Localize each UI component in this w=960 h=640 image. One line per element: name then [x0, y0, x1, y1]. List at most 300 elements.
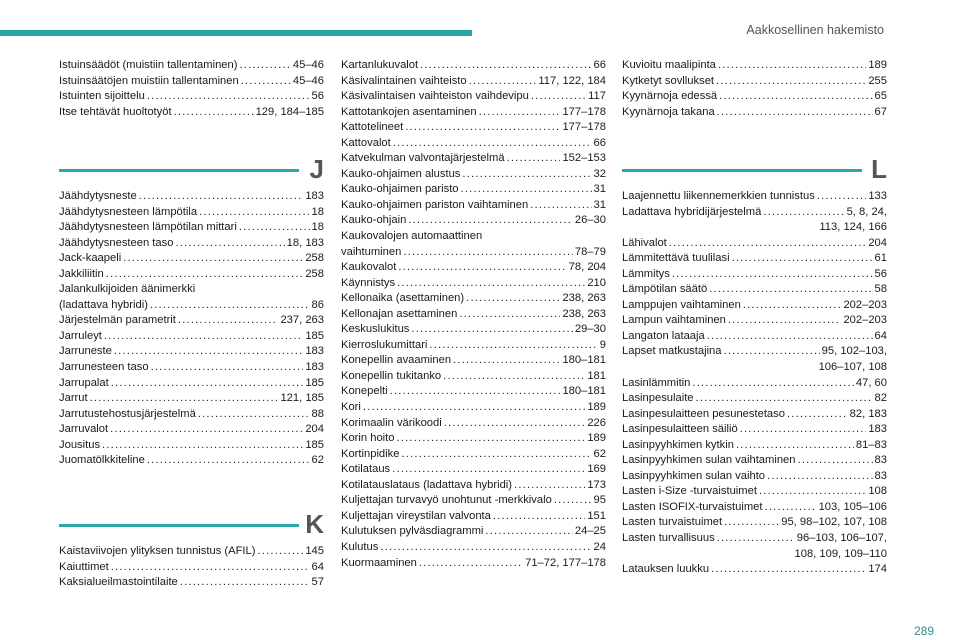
index-entry[interactable] [341, 524, 606, 540]
page-reference[interactable]: 18, 183 [286, 236, 324, 249]
index-entry[interactable] [622, 500, 887, 516]
index-entry-row [59, 267, 324, 283]
index-term: Jarrunesteen taso [59, 361, 149, 374]
index-entry-row [341, 384, 606, 400]
section-divider [59, 524, 299, 527]
index-entry-row [59, 220, 324, 236]
index-term: Kaistaviivojen ylityksen tunnistus (AFIL) [59, 545, 256, 557]
dot-leader [397, 431, 586, 447]
page-reference[interactable]: 174 [868, 563, 887, 576]
page-reference[interactable]: 185 [305, 438, 324, 451]
dot-leader [239, 58, 290, 74]
index-entry-row [341, 493, 606, 509]
index-term: Istuinsäätöjen muistiin tallentaminen [59, 74, 239, 87]
page-reference[interactable]: 117, 122, 184 [538, 74, 606, 87]
index-entry[interactable] [622, 267, 887, 283]
index-entry[interactable] [622, 251, 887, 267]
index-entry[interactable] [622, 422, 887, 438]
index-entry[interactable] [622, 344, 887, 375]
index-entry-row [59, 298, 324, 314]
page-reference[interactable]: 32 [593, 167, 606, 180]
dot-leader [692, 376, 853, 392]
page-reference[interactable]: 185 [305, 376, 324, 389]
page-reference[interactable]: 183 [868, 423, 887, 436]
dot-leader [718, 58, 866, 74]
index-entry[interactable] [622, 531, 887, 562]
index-entry[interactable] [622, 298, 887, 314]
dot-leader [767, 469, 873, 485]
index-entry[interactable] [622, 469, 887, 485]
page-reference-continued[interactable]: 113, 124, 166 [819, 221, 887, 234]
page-reference[interactable]: 67 [874, 105, 887, 118]
index-term: Kattotelineet [341, 121, 404, 134]
index-entry[interactable] [341, 322, 606, 338]
page-reference[interactable]: 238, 263 [562, 292, 606, 305]
page-reference[interactable]: 62 [311, 454, 324, 467]
index-entry-row [622, 189, 887, 205]
page-reference[interactable]: 82, 183 [849, 407, 887, 420]
page-reference[interactable]: 177–178 [562, 121, 606, 134]
index-entry[interactable] [341, 493, 606, 509]
dot-leader [696, 391, 873, 407]
index-entry[interactable] [341, 276, 606, 292]
index-entry[interactable] [622, 515, 887, 531]
index-term: Konepellin tukitanko [341, 369, 442, 382]
index-term: Käsivalintainen vaihteisto [341, 74, 467, 87]
index-entry[interactable] [59, 438, 324, 454]
index-entry-row [341, 524, 606, 540]
index-entry[interactable] [622, 205, 887, 236]
index-entry-row [59, 58, 324, 74]
index-entry[interactable] [341, 416, 606, 432]
index-term: Lasten turvallisuus [622, 532, 715, 545]
index-entry-row [622, 376, 887, 392]
index-entry[interactable] [622, 438, 887, 454]
index-entry[interactable] [341, 447, 606, 463]
index-entry-row [341, 167, 606, 183]
index-entry[interactable] [341, 369, 606, 385]
index-entry[interactable] [59, 205, 324, 221]
page-reference[interactable]: 26–30 [574, 214, 606, 227]
index-term: Kauko-ohjaimen pariston vaihtaminen [341, 198, 529, 211]
page-reference[interactable]: 45–46 [292, 59, 324, 71]
page-reference[interactable]: 181 [587, 369, 606, 382]
index-entry[interactable] [341, 462, 606, 478]
index-entry-row [341, 509, 606, 525]
index-entry[interactable] [59, 453, 324, 469]
page-reference[interactable]: 202–203 [843, 298, 887, 311]
page-reference[interactable]: 82 [874, 392, 887, 405]
page-reference[interactable]: 258 [305, 267, 324, 280]
page-reference[interactable]: 24–25 [574, 525, 606, 538]
page-reference-continued[interactable]: 106–107, 108 [818, 361, 887, 374]
index-entry-row [341, 120, 606, 136]
page-reference[interactable]: 152–153 [562, 152, 606, 165]
index-entry-row [59, 313, 324, 329]
index-term: Istuinten sijoittelu [59, 90, 145, 103]
index-term: Jäähdytysnesteen lämpötilan mittari [59, 221, 237, 234]
dot-leader [419, 556, 523, 572]
page-reference-continued[interactable]: 108, 109, 109–110 [794, 547, 887, 560]
dot-leader [530, 198, 591, 214]
page-reference[interactable]: 47, 60 [855, 376, 887, 389]
index-term: Kauko-ohjaimen alustus [341, 167, 461, 180]
dot-leader [514, 478, 585, 494]
index-entry[interactable] [341, 556, 606, 572]
page-reference[interactable]: 95 [593, 494, 606, 507]
index-term: Korimaalin värikoodi [341, 416, 442, 429]
index-term: Jarrutustehostusjärjestelmä [59, 407, 196, 420]
index-term: Jarruneste [59, 345, 112, 358]
index-entry[interactable] [59, 74, 324, 90]
index-term: Lähivalot [622, 236, 667, 249]
index-entry-row [622, 438, 887, 454]
index-entry-row [59, 438, 324, 454]
page-reference[interactable]: 95, 98–102, 107, 108 [781, 516, 887, 529]
dot-leader [743, 298, 842, 314]
dot-leader [405, 120, 560, 136]
page-reference[interactable]: 96–103, 106–107, [796, 532, 887, 545]
index-entry[interactable] [59, 251, 324, 267]
page-reference[interactable]: 71–72, 177–178 [525, 556, 606, 569]
page-reference[interactable]: 61 [874, 252, 887, 265]
index-entry[interactable] [341, 307, 606, 323]
page-reference[interactable]: 78–79 [574, 245, 606, 258]
index-entry[interactable] [622, 74, 887, 90]
dot-leader [114, 344, 303, 360]
dot-leader [180, 575, 310, 591]
page-reference[interactable]: 56 [311, 90, 324, 103]
index-entry[interactable] [59, 391, 324, 407]
index-entry-row [341, 416, 606, 432]
index-term: Lasinpesulaite [622, 392, 694, 405]
index-term: (ladattava hybridi) [59, 298, 148, 311]
index-entry[interactable] [622, 376, 887, 392]
section-header-j [59, 150, 324, 190]
index-entry-row [622, 531, 887, 547]
page-reference[interactable]: 258 [305, 252, 324, 265]
dot-leader [393, 136, 592, 152]
index-term: Kotilatauslataus (ladattava hybridi) [341, 478, 513, 491]
index-entry[interactable] [59, 236, 324, 252]
index-entry[interactable] [341, 540, 606, 556]
page-reference[interactable]: 78, 204 [568, 261, 606, 274]
index-entry[interactable] [622, 453, 887, 469]
index-term: Lämmitettävä tuulilasi [622, 252, 730, 265]
page-reference[interactable]: 189 [587, 432, 606, 445]
dot-leader [241, 74, 291, 90]
page-reference[interactable]: 117 [588, 90, 606, 103]
page-reference[interactable]: 29–30 [574, 323, 606, 336]
index-term: Järjestelmän parametrit [59, 314, 176, 327]
page-reference[interactable]: 169 [587, 463, 606, 476]
dot-leader [104, 329, 303, 345]
dot-leader [763, 205, 844, 221]
entry-group-k [59, 544, 324, 591]
index-term: Kotilataus [341, 463, 391, 476]
page-reference[interactable]: 145 [305, 545, 324, 557]
index-term: Lasinpesulaitteen pesunestetaso [622, 407, 785, 420]
page-reference[interactable]: 255 [868, 74, 887, 87]
page-reference[interactable]: 204 [868, 236, 887, 249]
page-reference[interactable]: 108 [868, 485, 887, 498]
index-term: Ladattava hybridijärjestelmä [622, 205, 762, 218]
page-reference[interactable]: 185 [305, 329, 324, 342]
index-term: Lasinpyyhkimen sulan vaihto [622, 469, 766, 482]
index-entry-row [622, 105, 887, 121]
index-entry-row [341, 151, 606, 167]
page-reference[interactable]: 204 [305, 423, 324, 436]
index-term: Kuormaaminen [341, 556, 417, 569]
index-term: Korin hoito [341, 432, 395, 445]
dot-leader [420, 58, 591, 74]
page-reference[interactable]: 9 [599, 338, 606, 351]
index-entry[interactable] [341, 182, 606, 198]
index-entry-row [622, 515, 887, 531]
index-term: Jäähdytysnesteen lämpötila [59, 205, 198, 218]
index-entry-row [622, 282, 887, 298]
page-reference[interactable]: 121, 185 [280, 392, 324, 405]
index-term: Lasinlämmitin [622, 376, 691, 389]
page-reference[interactable]: 180–181 [562, 385, 606, 398]
index-entry[interactable] [622, 391, 887, 407]
index-entry[interactable] [341, 478, 606, 494]
section-letter-l: L [871, 154, 887, 184]
index-entry[interactable] [341, 509, 606, 525]
index-term: Jäähdytysneste [59, 190, 137, 202]
index-entry-row [622, 58, 887, 74]
index-entry[interactable] [622, 484, 887, 500]
page-reference[interactable]: 65 [874, 90, 887, 103]
index-term: Kuvioitu maalipinta [622, 59, 716, 71]
dot-leader [139, 189, 304, 205]
index-entry[interactable] [622, 562, 887, 578]
dot-leader [390, 384, 561, 400]
index-entry[interactable] [622, 89, 887, 105]
index-entry[interactable] [59, 560, 324, 576]
index-term: Konepelti [341, 385, 388, 398]
index-entry[interactable] [59, 105, 324, 121]
page-reference[interactable]: 183 [305, 361, 324, 374]
index-entry-row [59, 407, 324, 423]
page-reference[interactable]: 56 [874, 267, 887, 280]
page-reference[interactable]: 66 [593, 136, 606, 149]
index-entry[interactable] [341, 89, 606, 105]
dot-leader [798, 453, 873, 469]
index-entry[interactable] [622, 329, 887, 345]
index-entry-row [59, 422, 324, 438]
index-entry[interactable] [341, 105, 606, 121]
dot-leader [123, 251, 303, 267]
page-reference[interactable]: 66 [593, 59, 606, 71]
index-term: Kulutus [341, 540, 379, 553]
page-reference[interactable]: 31 [593, 183, 606, 196]
index-entry-row [59, 544, 324, 560]
index-entry-row [59, 391, 324, 407]
page-reference[interactable]: 177–178 [562, 105, 606, 118]
index-entry[interactable] [59, 575, 324, 591]
page-reference[interactable]: 189 [868, 59, 887, 71]
dot-leader [707, 329, 873, 345]
page-reference[interactable]: 83 [874, 454, 887, 467]
index-entry-row [341, 58, 606, 74]
index-entry[interactable] [59, 376, 324, 392]
dot-leader [175, 236, 284, 252]
section-header-l [622, 150, 887, 190]
page-reference[interactable]: 210 [587, 276, 606, 289]
dot-leader [257, 544, 303, 560]
dot-leader [485, 524, 572, 540]
index-entry[interactable] [341, 400, 606, 416]
index-entry-row [622, 313, 887, 329]
page-reference[interactable]: 183 [305, 345, 324, 358]
index-entry[interactable] [59, 189, 324, 205]
index-entry[interactable] [59, 422, 324, 438]
index-entry[interactable] [341, 353, 606, 369]
index-entry[interactable] [341, 74, 606, 90]
dot-leader [444, 416, 586, 432]
index-entry[interactable] [341, 213, 606, 229]
entry-group-i [59, 58, 324, 120]
dot-leader [736, 438, 854, 454]
index-entry[interactable] [622, 58, 887, 74]
dot-leader [469, 74, 537, 90]
dot-leader [398, 260, 566, 276]
index-entry-row [622, 74, 887, 90]
index-entry[interactable] [341, 384, 606, 400]
index-entry-row [341, 400, 606, 416]
index-entry[interactable] [341, 167, 606, 183]
index-entry[interactable] [59, 407, 324, 423]
page-reference[interactable]: 64 [874, 329, 887, 342]
dot-leader [466, 291, 560, 307]
page-reference[interactable]: 64 [311, 560, 324, 573]
page-reference[interactable]: 24 [593, 540, 606, 553]
index-term: Kattovalot [341, 136, 391, 149]
page-reference[interactable]: 180–181 [562, 354, 606, 367]
index-entry-row [341, 182, 606, 198]
index-entry-row [622, 298, 887, 314]
index-term: Kyynärnoja takana [622, 105, 715, 118]
index-entry[interactable] [59, 220, 324, 236]
index-term: Istuinsäädöt (muistiin tallentaminen) [59, 59, 238, 71]
dot-leader [724, 344, 820, 360]
index-entry[interactable] [341, 151, 606, 167]
dot-leader [174, 105, 254, 121]
index-entry[interactable] [622, 189, 887, 205]
dot-leader [462, 167, 591, 183]
index-entry[interactable] [341, 229, 606, 260]
index-entry-row [341, 338, 606, 354]
dot-leader [461, 182, 592, 198]
page-reference[interactable]: 81–83 [855, 438, 887, 451]
entry-group-k-continued [341, 58, 606, 571]
section-letter-j: J [309, 154, 324, 184]
index-entry-lead: Jalankulkijoiden äänimerkki [59, 283, 196, 296]
index-entry[interactable] [622, 282, 887, 298]
page-reference[interactable]: 95, 102–103, [821, 345, 887, 358]
index-term: Kaukovalot [341, 261, 397, 274]
page-reference[interactable]: 129, 184–185 [255, 105, 324, 118]
page-header-title: Aakkosellinen hakemisto [746, 23, 884, 37]
page-reference[interactable]: 18 [311, 221, 324, 234]
page-reference[interactable]: 189 [587, 401, 606, 414]
page-reference[interactable]: 103, 105–106 [818, 500, 887, 513]
page-reference[interactable]: 57 [311, 576, 324, 589]
index-entry[interactable] [341, 431, 606, 447]
index-entry[interactable] [59, 58, 324, 74]
index-entry-row [341, 353, 606, 369]
index-entry[interactable] [59, 313, 324, 329]
page-reference[interactable]: 45–46 [292, 74, 324, 87]
page-reference[interactable]: 86 [311, 298, 324, 311]
index-entry[interactable] [341, 58, 606, 74]
index-entry-row [341, 276, 606, 292]
page-reference[interactable]: 151 [587, 509, 606, 522]
page-reference[interactable]: 83 [874, 469, 887, 482]
page-reference[interactable]: 226 [587, 416, 606, 429]
index-term: Jakkiliitin [59, 267, 104, 280]
page-reference[interactable]: 88 [311, 407, 324, 420]
index-entry[interactable] [59, 360, 324, 376]
dot-leader [178, 313, 279, 329]
page-reference[interactable]: 58 [874, 283, 887, 296]
dot-leader [403, 245, 573, 261]
page-reference[interactable]: 133 [868, 190, 887, 202]
index-term: Kellonaika (asettaminen) [341, 292, 465, 305]
index-entry[interactable] [341, 260, 606, 276]
dot-leader [724, 515, 779, 531]
index-entry[interactable] [59, 282, 324, 313]
index-entry[interactable] [59, 267, 324, 283]
index-entry[interactable] [622, 236, 887, 252]
page-reference[interactable]: 173 [587, 478, 606, 491]
dot-leader [459, 307, 560, 323]
page-reference[interactable]: 5, 8, 24, [846, 205, 887, 218]
index-term: Kauko-ohjain [341, 214, 407, 227]
index-entry-row [341, 89, 606, 105]
index-entry[interactable] [341, 136, 606, 152]
dot-leader [479, 105, 561, 121]
page-reference[interactable]: 18 [311, 205, 324, 218]
index-term: Jarrut [59, 392, 88, 405]
page-reference[interactable]: 202–203 [843, 314, 887, 327]
index-term: Lasten ISOFIX-turvaistuimet [622, 500, 763, 513]
index-entry[interactable] [341, 338, 606, 354]
index-entry[interactable] [341, 198, 606, 214]
index-entry[interactable] [622, 313, 887, 329]
page-reference[interactable]: 31 [593, 198, 606, 211]
dot-leader [392, 462, 585, 478]
page-reference[interactable]: 238, 263 [562, 307, 606, 320]
index-term: Juomatölkkiteline [59, 454, 145, 467]
page-reference[interactable]: 183 [305, 190, 324, 202]
index-entry[interactable] [59, 329, 324, 345]
index-term: Lasten turvaistuimet [622, 516, 723, 529]
entry-group-j [59, 189, 324, 469]
index-entry[interactable] [59, 544, 324, 560]
index-entry-row [622, 89, 887, 105]
index-entry[interactable] [622, 105, 887, 121]
index-entry[interactable] [59, 89, 324, 105]
dot-leader [531, 89, 586, 105]
page-reference[interactable]: 237, 263 [280, 314, 324, 327]
index-entry[interactable] [59, 344, 324, 360]
page-reference[interactable]: 62 [593, 447, 606, 460]
index-entry[interactable] [341, 120, 606, 136]
index-entry[interactable] [341, 291, 606, 307]
index-entry[interactable] [622, 407, 887, 423]
